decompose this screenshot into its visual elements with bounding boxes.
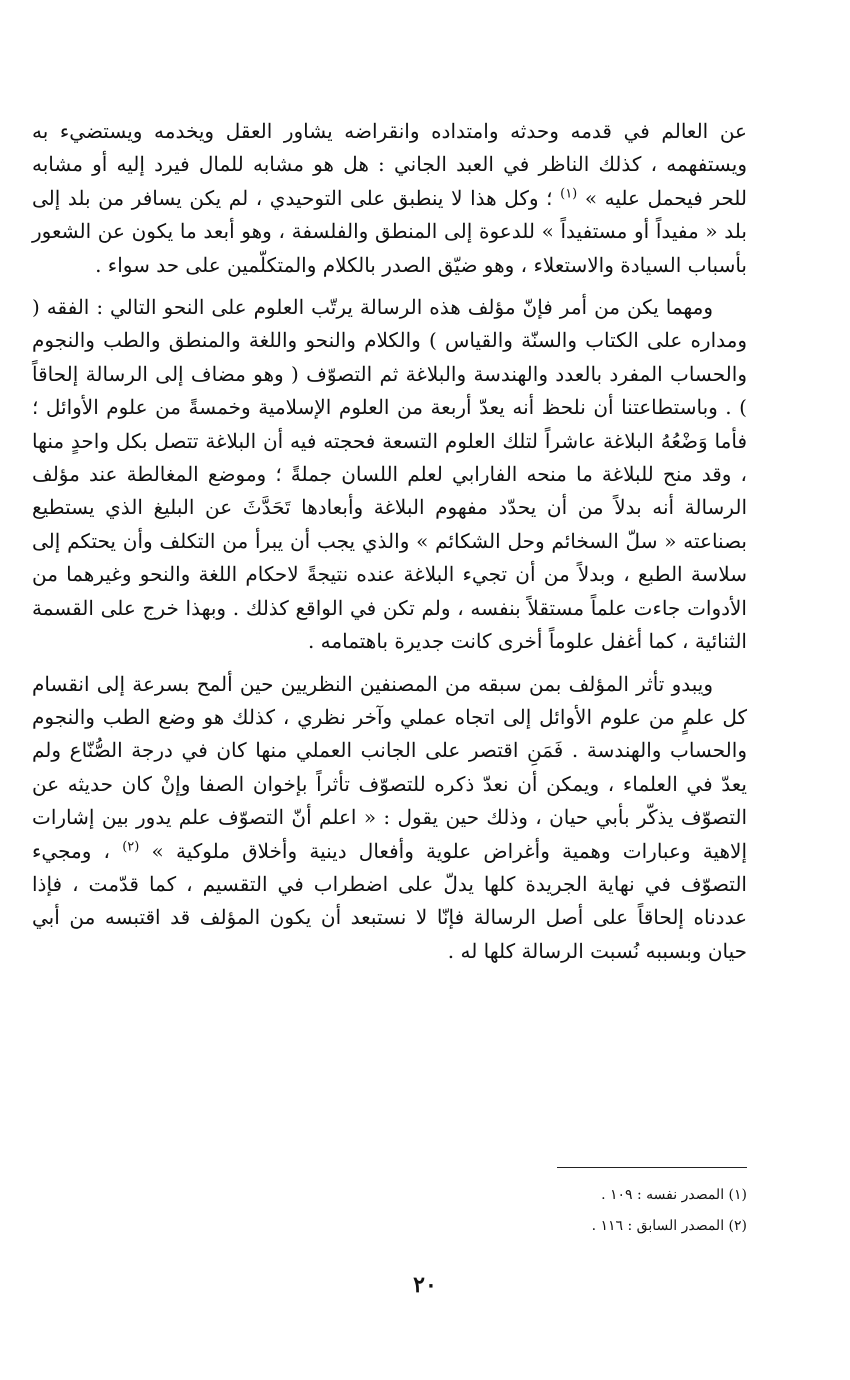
page-body xyxy=(32,115,747,968)
footnote-ref-2[interactable]: (٢) xyxy=(122,838,140,854)
paragraph-2 xyxy=(32,291,747,658)
paragraph-3-tail: ، ومجيء التصوّف في نهاية الجريدة كلها يدلّ على اضطراب في التقسيم ، كما قدّمت ، فإذا عددناه إلحاقاً على أصل الرسالة فإنّا لا نستبعد أن يكون المؤلف قد اقتبسه من أبي حيان وبسببه نُسبت الرسالة كلها له . xyxy=(32,838,747,963)
paragraph-3-text: ويبدو تأثر المؤلف بمن سبقه من المصنفين النظريين حين ألمح بسرعة إلى انقسام كل علمٍ من علوم الأوائل إلى اتجاه عملي وآخر نظري ، كذلك هو وضع الطب والنجوم والحساب والهندسة . فَمَنِ اقتصر على الجانب العملي منها كان في درجة الصُّنّاع ولم يعدّ في العلماء ، ويمكن أن نعدّ ذكره للتصوّف تأثراً بإخوان الصفا وإنْ كان حديثه عن التصوّف يذكّر بأبي حيان ، وذلك حين يقول : « اعلم أنّ التصوّف علم يدور بين إشارات إلاهية وعبارات وهمية وأغراض علوية وأفعال دينية وأخلاق ملوكية » xyxy=(32,671,748,863)
paragraph-1-text: عن العالم في قدمه وحدثه وامتداده وانقراضه يشاور العقل ويخدمه ويستضيء به ويستفهمه ، كذلك الناظر في العبد الجاني : هل هو مشابه للمال فيرد إليه أو مشابه للحر فيحمل عليه » xyxy=(32,119,748,210)
paragraph-3 xyxy=(32,668,747,969)
footnote-divider xyxy=(557,1167,747,1168)
paragraph-2-text: ومهما يكن من أمر فإنّ مؤلف هذه الرسالة يرتّب العلوم على النحو التالي : الفقه ( ومداره على الكتاب والسنّة والقياس ) والكلام والنحو واللغة والمنطق والطب والنجوم والحساب المفرد بالعدد والهندسة والبلاغة ثم التصوّف ( وهو مضاف إلى الرسالة إلحاقاً ) . وباستطاعتنا أن نلحظ أنه يعدّ أربعة من العلوم الإسلامية وخمسةً من علوم الأوائل ؛ فأما وَضْعُهُ البلاغة عاشراً لتلك العلوم التسعة فحجته فيه أن البلاغة تتصل بكل واحدٍ منها ، وقد منح للبلاغة ما منحه الفارابي لعلم اللسان جملةً ؛ وموضع المغالطة عند مؤلف الرسالة أنه بدلاً من أن يحدّد مفهوم البلاغة وأبعادها تَحَدَّثَ عن البليغ الذي يستطيع بصناعته « سلّ السخائم وحل الشكائم » والذي يجب أن يبرأ من التكلف وأن يحتكم إلى سلاسة الطبع ، وبدلاً من أن تجيء البلاغة عنده نتيجةً لاحكام اللغة والنحو وغيرهما من الأدوات جاءت علماً مستقلاً بنفسه ، ولم تكن في الواقع كذلك . وبهذا خرج على القسمة الثنائية ، كما أغفل علوماً أخرى كانت جديرة باهتمامه . xyxy=(32,295,748,654)
paragraph-1 xyxy=(32,115,747,282)
footnote-1: (١) المصدر نفسه : ١٠٩ . xyxy=(601,1187,747,1203)
footnote-ref-1[interactable]: (١) xyxy=(560,186,578,202)
paragraph-1-tail: ؛ وكل هذا لا ينطبق على التوحيدي ، لم يكن يسافر من بلد إلى بلد « مفيداً أو مستفيداً » للدعوة إلى المنطق والفلسفة ، وهو أبعد ما يكون عن الشعور بأسباب السيادة والاستعلاء ، وهو ضيّق الصدر بالكلام والمتكلّمين على حد سواء . xyxy=(32,185,747,277)
footnotes xyxy=(247,1180,747,1242)
page-number: ٢٠ xyxy=(413,1272,437,1298)
footnote-2: (٢) المصدر السابق : ١١٦ . xyxy=(591,1218,747,1234)
